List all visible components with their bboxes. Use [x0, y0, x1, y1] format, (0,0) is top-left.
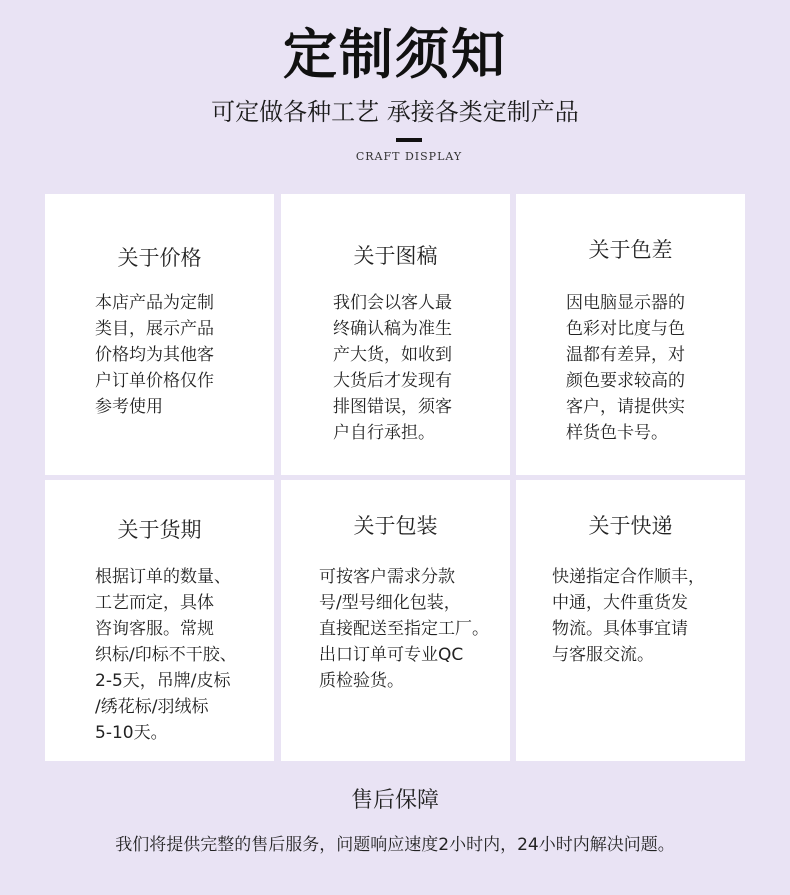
- card-line: 与客服交流。: [552, 645, 654, 665]
- card-line: 5-10天。: [95, 723, 168, 743]
- card-line: 根据订单的数量、: [95, 567, 231, 587]
- card-line: 客户，请提供实: [566, 397, 685, 417]
- card-line: 咨询客服。常规: [95, 619, 214, 639]
- title-divider: [396, 138, 422, 142]
- card-express: [516, 480, 745, 761]
- card-body: [319, 564, 489, 694]
- card-line: 终确认稿为准生: [333, 319, 452, 339]
- card-line: 大货后才发现有: [333, 371, 452, 391]
- page-title: 定制须知: [283, 23, 507, 86]
- card-line: 质检验货。: [319, 671, 404, 691]
- card-line: 排图错误，须客: [333, 397, 452, 417]
- card-line: /绣花标/羽绒标: [95, 697, 209, 717]
- craft-display-tag: CRAFT DISPLAY: [355, 150, 463, 163]
- card-line: 物流。具体事宜请: [552, 619, 688, 639]
- card-body: [95, 290, 214, 420]
- card-line: 参考使用: [95, 397, 163, 417]
- card-line: 颜色要求较高的: [566, 371, 685, 391]
- card-body: [333, 290, 452, 446]
- card-line: 本店产品为定制: [95, 293, 214, 313]
- card-line: 中通，大件重货发: [552, 593, 688, 613]
- card-title: 关于货期: [117, 518, 202, 542]
- card-packaging: [281, 480, 510, 761]
- card-line: 出口订单可专业QC: [319, 645, 464, 665]
- card-body: [566, 290, 685, 446]
- card-line: 快递指定合作顺丰，: [552, 567, 705, 587]
- card-line: 织标/印标不干胶、: [95, 645, 237, 665]
- card-line: 样货色卡号。: [566, 423, 668, 443]
- header: [0, 0, 790, 190]
- card-price: [45, 194, 274, 475]
- card-line: 产大货，如收到: [333, 345, 452, 365]
- card-title: 关于色差: [588, 238, 673, 262]
- card-title: 关于图稿: [353, 244, 438, 268]
- card-body: [95, 564, 237, 746]
- card-title: 关于包装: [353, 514, 438, 538]
- card-delivery-time: [45, 480, 274, 761]
- card-title: 关于价格: [117, 246, 202, 270]
- card-line: 价格均为其他客: [95, 345, 214, 365]
- card-line: 色彩对比度与色: [566, 319, 685, 339]
- card-line: 户自行承担。: [333, 423, 435, 443]
- card-line: 温都有差异，对: [566, 345, 685, 365]
- card-color-difference: [516, 194, 745, 475]
- notice-grid: [45, 194, 746, 761]
- card-artwork: [281, 194, 510, 475]
- card-title: 关于快递: [588, 514, 673, 538]
- card-line: 2-5天，吊牌/皮标: [95, 671, 231, 691]
- card-line: 可按客户需求分款: [319, 567, 455, 587]
- card-line: 我们会以客人最: [333, 293, 452, 313]
- card-line: 直接配送至指定工厂。: [319, 619, 489, 639]
- page-subtitle: 可定做各种工艺 承接各类定制产品: [211, 98, 579, 126]
- card-line: 号/型号细化包装，: [319, 593, 461, 613]
- card-line: 因电脑显示器的: [566, 293, 685, 313]
- after-sales-title: 售后保障: [350, 788, 439, 813]
- card-body: [552, 564, 705, 668]
- card-line: 类目，展示产品: [95, 319, 214, 339]
- card-line: 工艺而定，具体: [95, 593, 214, 613]
- after-sales-text: 我们将提供完整的售后服务，问题响应速度2小时内，24小时内解决问题。: [115, 835, 675, 855]
- card-line: 户订单价格仅作: [95, 371, 214, 391]
